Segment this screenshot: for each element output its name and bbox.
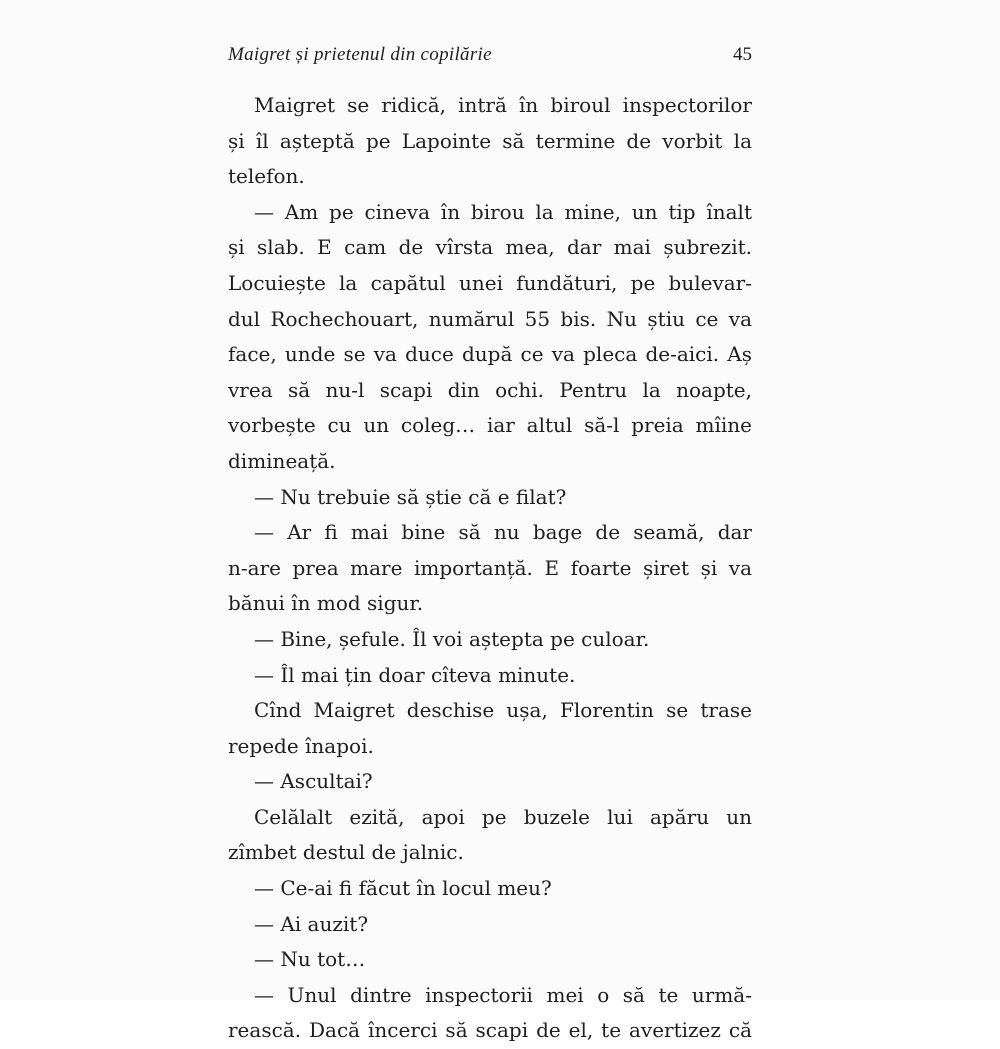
text-line: dul Rochechouart, numărul 55 bis. Nu știu ce va — [228, 306, 752, 331]
text-line: Locuiește la capătul unei fundături, pe bulevar- — [228, 270, 752, 295]
text-line: dimineață. — [228, 448, 336, 473]
text-line: — Am pe cineva în birou la mine, un tip înalt — [254, 199, 752, 224]
running-title: Maigret și prietenul din copilărie — [228, 44, 492, 65]
text-line: — Bine, șefule. Îl voi aștepta pe culoar. — [254, 626, 650, 651]
text-line: — Nu tot… — [254, 947, 366, 972]
text-line: — Unul dintre inspectorii mei o să te urmă- — [254, 982, 752, 1007]
page-number: 45 — [733, 44, 752, 65]
text-line: telefon. — [228, 164, 305, 189]
text-line: — Ar fi mai bine să nu bage de seamă, dar — [254, 520, 752, 545]
body-text — [228, 88, 752, 1049]
text-line: Celălalt ezită, apoi pe buzele lui apăru un — [254, 804, 752, 829]
text-line: vrea să nu-l scapi din ochi. Pentru la noapte, — [228, 377, 752, 402]
text-line: — Ce-ai fi făcut în locul meu? — [254, 876, 552, 901]
text-line: repede înapoi. — [228, 733, 374, 758]
text-line: rească. Dacă încerci să scapi de el, te avertizez că — [228, 1018, 752, 1043]
text-line: vorbește cu un coleg… iar altul să-l preia mîine — [228, 413, 752, 438]
text-line: — Ascultai? — [254, 769, 373, 794]
text-line: Cînd Maigret deschise ușa, Florentin se trase — [254, 698, 752, 723]
text-line: n-are prea mare importanță. E foarte șiret și va — [228, 555, 752, 580]
text-line: zîmbet destul de jalnic. — [228, 840, 464, 865]
text-line: Maigret se ridică, intră în biroul inspectorilor — [254, 93, 752, 117]
text-line: și îl așteptă pe Lapointe să termine de vorbit la — [228, 128, 752, 153]
text-line: — Îl mai țin doar cîteva minute. — [254, 662, 576, 687]
page-header — [228, 44, 752, 72]
text-line: bănui în mod sigur. — [228, 591, 424, 616]
text-line: — Ai auzit? — [254, 911, 369, 936]
text-line: și slab. E cam de vîrsta mea, dar mai șubrezit. — [228, 235, 752, 260]
text-line: face, unde se va duce după ce va pleca de-aici. Aș — [228, 342, 752, 367]
text-line: — Nu trebuie să știe că e filat? — [254, 484, 567, 509]
